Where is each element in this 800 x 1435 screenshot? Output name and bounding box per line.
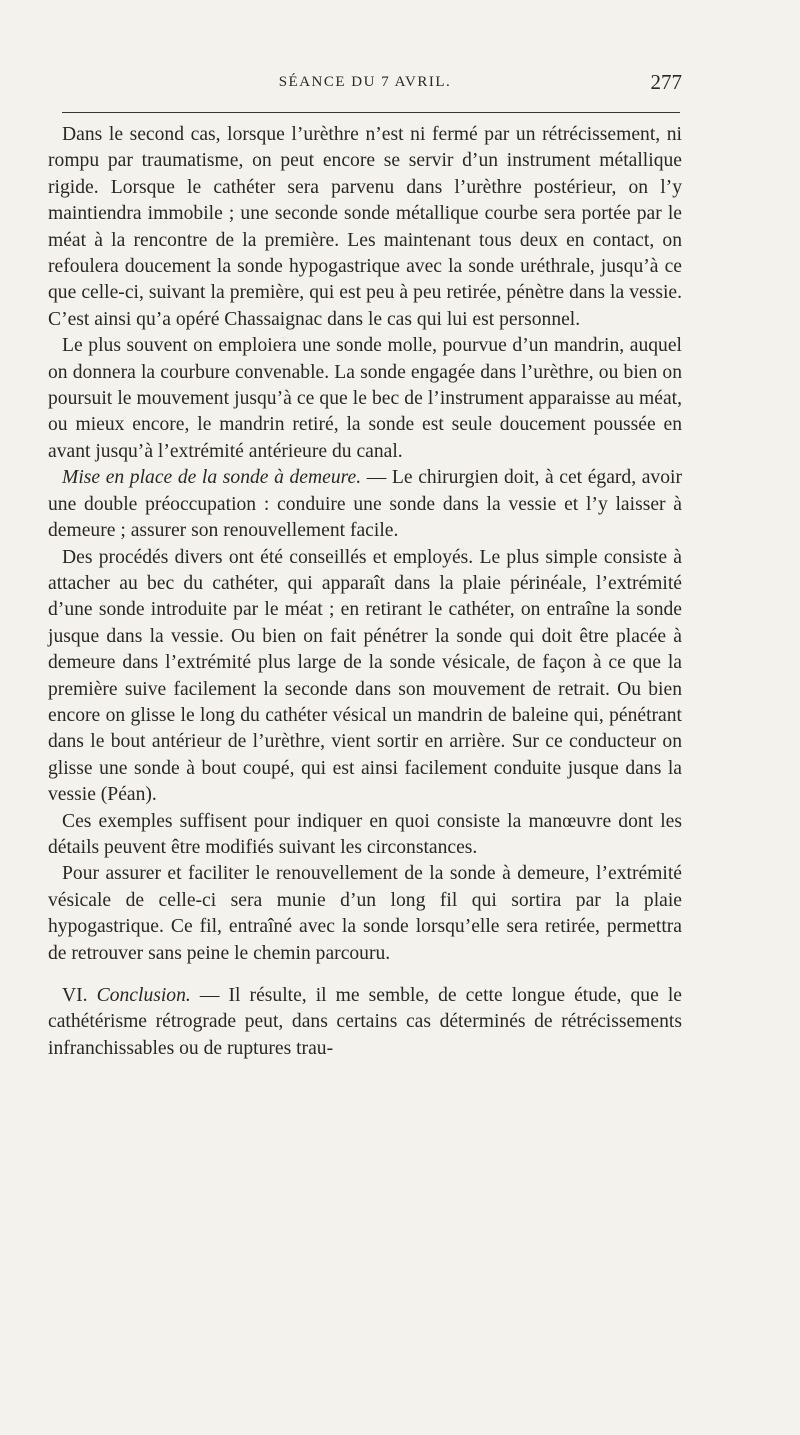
paragraph-procedures xyxy=(48,545,682,809)
paragraph-conclusion xyxy=(48,983,682,1062)
header-rule xyxy=(62,112,680,113)
page-header xyxy=(48,70,682,100)
running-title: SÉANCE DU 7 AVRIL. xyxy=(278,74,452,90)
paragraph-text: Ces exemples suffisent pour indiquer en quoi consiste la manœuvre dont les détails peuvent être modifiés suivant les circonstances. xyxy=(48,810,682,858)
section-heading: Mise en place de la sonde à demeure. xyxy=(62,467,362,489)
paragraph-soft-probe xyxy=(48,333,682,465)
section-heading: Conclusion. xyxy=(96,985,191,1006)
body-text xyxy=(48,122,682,1062)
paragraph-examples xyxy=(48,809,682,862)
paragraph-text: Des procédés divers ont été conseillés et employés. Le plus simple consiste à attacher au bec du cathéter, qui apparaît dans la plaie périnéale, l’extrémité d’une sonde introduite par le méat ; en retirant le cathéter, on entraîne la sonde jusque dans la vessie. Ou bien on fait pénétrer la sonde qui doit être placée à demeure dans l’extrémité plus large de la sonde vésicale, de façon à ce que la première suive facilement la seconde dans son mouvement de retrait. Ou bien encore on glisse le long du cathéter vésical un mandrin de baleine qui, pénétrant dans le bout antérieur de l’urèthre, vient sortir en arrière. Sur ce conducteur on glisse une sonde à bout coupé, qui est ainsi facilement conduite jusque dans la vessie (Péan). xyxy=(48,546,682,806)
paragraph-text: Dans le second cas, lorsque l’urèthre n’est ni fermé par un rétrécissement, ni rompu par traumatisme, on peut encore se servir d’un instrument métallique rigide. Lorsque le cathéter sera parvenu dans l’urèthre postérieur, on l’y maintiendra immobile ; une seconde sonde métallique courbe sera portée par le méat à la rencontre de la première. Les maintenant tous deux en contact, on refoulera doucement la sonde hypogastrique avec la sonde uréthrale, jusqu’à ce que celle-ci, suivant la première, qui est peu à peu retirée, pénètre dans la vessie. C’est ainsi qu’a opéré Chassaignac dans le cas qui lui est personnel. xyxy=(48,124,682,330)
paragraph-text: — Il résulte, il me semble, de cette longue étude, que le cathétérisme rétrograde peut, dans certains cas déterminés de rétrécissements infranchissables ou de ruptures trau- xyxy=(48,985,682,1059)
paragraph-placement xyxy=(48,465,682,544)
paragraph-text: — Le chirurgien doit, à cet égard, avoir une double préoccupation : conduire une sonde dans la vessie et l’y laisser à demeure ; assurer son renouvellement facile. xyxy=(48,467,682,542)
section-number: VI. xyxy=(62,985,97,1006)
paragraph-catheter-metal xyxy=(48,122,682,333)
paragraph-text: Le plus souvent on emploiera une sonde molle, pourvue d’un mandrin, auquel on donnera la courbure convenable. La sonde engagée dans l’urèthre, ou bien on poursuit le mouvement jusqu’à ce que le bec de l’instrument apparaisse au méat, ou mieux encore, le mandrin retiré, la sonde est seule doucement poussée en avant jusqu’à l’extrémité antérieure du canal. xyxy=(48,335,682,462)
paragraph-renewal xyxy=(48,861,682,967)
page-number: 277 xyxy=(650,70,682,94)
paragraph-text: Pour assurer et faciliter le renouvellement de la sonde à demeure, l’extrémité vésicale de celle-ci sera munie d’un long fil qui sortira par la plaie hypogastrique. Ce fil, entraîné avec la sonde lorsqu’elle sera retirée, permettra de retrouver sans peine le chemin parcouru. xyxy=(48,863,682,964)
